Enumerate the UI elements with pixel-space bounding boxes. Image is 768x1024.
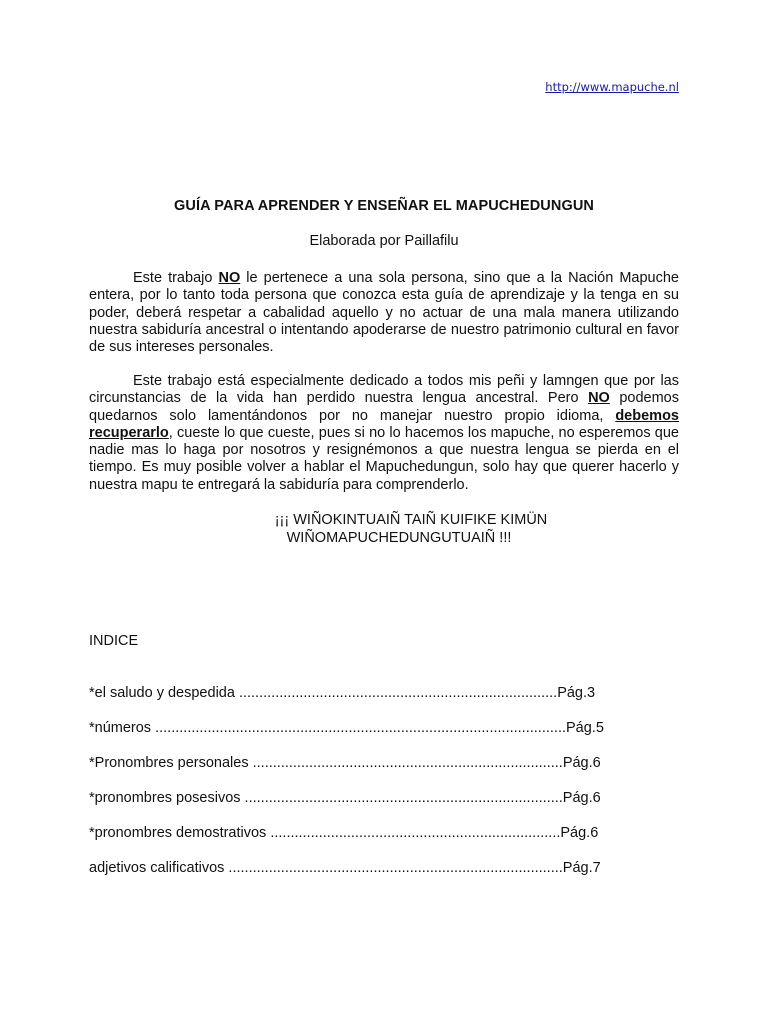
paragraph-text: Este trabajo — [133, 270, 219, 286]
paragraph-ownership — [89, 270, 679, 356]
emphasis-debemos-recuperarlo: debemos recuperarlo — [89, 407, 679, 441]
emphasis-no: NO — [218, 270, 241, 286]
exclamation-line-2: WIÑOMAPUCHEDUNGUTUAIÑ !!! — [286, 529, 512, 546]
paragraph-dedication — [89, 373, 679, 494]
paragraph-text: , cueste lo que cueste, pues si no lo hacemos los mapuche, no esperemos que nadie mas lo haga por nosotros y resignémonos a que nuestra lengua se pierda en el tiempo. Es muy posible volver a hablar el Mapuchedungun, solo hay que querer hacerlo y nuestra mapu te entregará la sabiduría para comprenderlo. — [89, 424, 679, 493]
index-heading: INDICE — [89, 633, 139, 649]
paragraph-text: podemos quedarnos solo lamentándonos por no manejar nuestro propio idioma, — [89, 390, 679, 424]
source-url-link[interactable]: http://www.mapuche.nl — [545, 80, 679, 94]
table-of-contents — [89, 685, 604, 895]
paragraph-text: Este trabajo está especialmente dedicado a todos mis peñi y lamngen que por las circunstancias de la vida han perdido nuestra lengua ancestral. Pero — [89, 373, 679, 407]
toc-entry-numeros: *números ......................................................................................................Pág.5 — [89, 720, 604, 736]
exclamation-block — [89, 512, 679, 547]
exclamation-line-1: ¡¡¡ WIÑOKINTUAIÑ TAIÑ KUIFIKE KIMÜN — [274, 512, 548, 528]
toc-entry-pronombres-posesivos: *pronombres posesivos ...............................................................................Pág.6 — [89, 790, 601, 806]
paragraph-text: le pertenece a una sola persona, sino que a la Nación Mapuche entera, por lo tanto toda persona que conozca esta guía de aprendizaje y la tenga en su poder, deberá respetar a cabalidad aquello y no actuar de una mala manera utilizando nuestra sabiduría ancestral o intentando apoderarse de nuestro patrimonio cultural en favor de sus intereses personales. — [89, 270, 679, 356]
emphasis-no: NO — [588, 390, 610, 407]
toc-entry-pronombres-personales: *Pronombres personales .............................................................................Pág.6 — [89, 755, 601, 771]
toc-entry-pronombres-demostrativos: *pronombres demostrativos ........................................................................Pág.6 — [89, 825, 599, 841]
toc-entry-adjetivos-calificativos: adjetivos calificativos ...................................................................................Pág.7 — [89, 860, 601, 876]
toc-entry-saludo: *el saludo y despedida ...............................................................................Pág.3 — [89, 685, 596, 701]
document-author: Elaborada por Paillafilu — [309, 233, 459, 249]
document-title: GUÍA PARA APRENDER Y ENSEÑAR EL MAPUCHEDUNGUN — [174, 198, 594, 214]
